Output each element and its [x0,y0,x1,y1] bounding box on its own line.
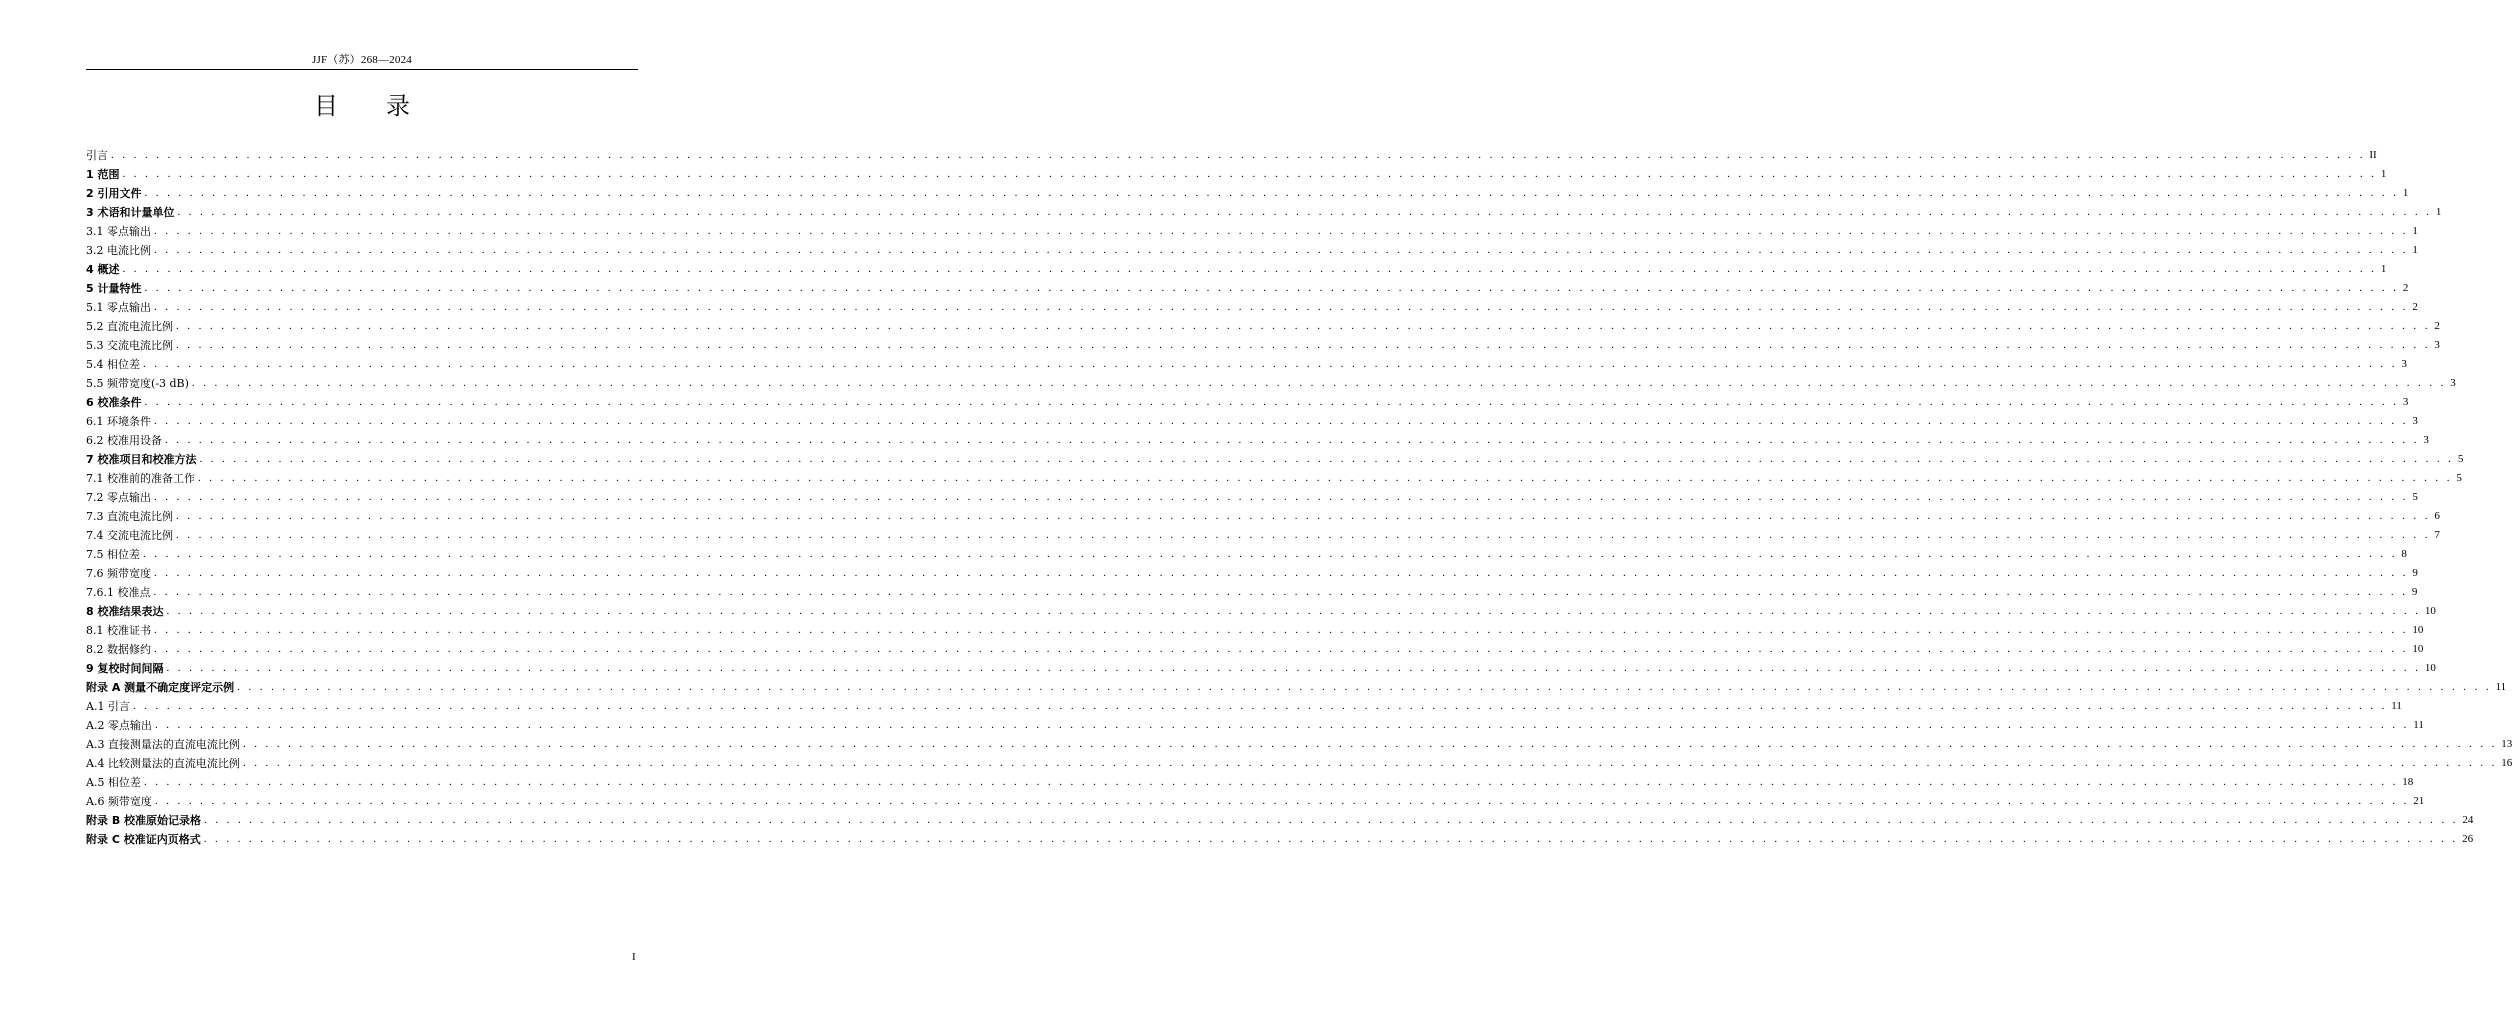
toc-entry-page: 3 [2402,395,2409,408]
toc-entry-page: 10 [2412,642,2424,655]
toc-dot-leader: . . . . . . . . . . . . . . . . . . . . . . . . . . . . . . . . . . . . . . . . . . . . . . . . . . . . . . . . . . . . . . . . . . . . . . . . . . . . . . . . . . . . . . . . . . . . . . . . . . . . . . . . . . . . . . . . . . . . . . . . . . . . . . . . . . . . . . . . . . . . . . . . . . . . . . . . . . . . . . . . . . . . . . . . . . . . . . . . . . . . . . . . . . . . . . . . . . . . . . . . [154,718,2410,731]
toc-entry-page: 1 [2412,224,2418,237]
page-title: 目录 [314,92,458,120]
toc-dot-leader: . . . . . . . . . . . . . . . . . . . . . . . . . . . . . . . . . . . . . . . . . . . . . . . . . . . . . . . . . . . . . . . . . . . . . . . . . . . . . . . . . . . . . . . . . . . . . . . . . . . . . . . . . . . . . . . . . . . . . . . . . . . . . . . . . . . . . . . . . . . . . . . . . . . . . . . . . . . . . . . . . . . . . . . . . . . . . . . . . . . . . . . . . . . . . . . . . . . . . . . . [122,262,2377,275]
toc-entry-page: 6 [2434,509,2440,522]
toc-entry[interactable] [86,354,2407,373]
toc-entry[interactable] [86,563,2418,582]
toc-entry[interactable] [86,183,2409,202]
toc-dot-leader: . . . . . . . . . . . . . . . . . . . . . . . . . . . . . . . . . . . . . . . . . . . . . . . . . . . . . . . . . . . . . . . . . . . . . . . . . . . . . . . . . . . . . . . . . . . . . . . . . . . . . . . . . . . . . . . . . . . . . . . . . . . . . . . . . . . . . . . . . . . . . . . . . . . . . . . . . . . . . . . . . . . . . . . . . . . . . . . . . . . . . . . . . . . . . . . . . . . . . . . . [198,471,2453,484]
toc-entry-title: 5.3 交流电流比例 [86,338,173,352]
toc-dot-leader: . . . . . . . . . . . . . . . . . . . . . . . . . . . . . . . . . . . . . . . . . . . . . . . . . . . . . . . . . . . . . . . . . . . . . . . . . . . . . . . . . . . . . . . . . . . . . . . . . . . . . . . . . . . . . . . . . . . . . . . . . . . . . . . . . . . . . . . . . . . . . . . . . . . . . . . . . . . . . . . . . . . . . . . . . . . . . . . . . . . . . . . . . . . . . . . . . . . . . . . . [242,756,2498,769]
toc-entry-page: 1 [2412,243,2418,256]
toc-dot-leader: . . . . . . . . . . . . . . . . . . . . . . . . . . . . . . . . . . . . . . . . . . . . . . . . . . . . . . . . . . . . . . . . . . . . . . . . . . . . . . . . . . . . . . . . . . . . . . . . . . . . . . . . . . . . . . . . . . . . . . . . . . . . . . . . . . . . . . . . . . . . . . . . . . . . . . . . . . . . . . . . . . . . . . . . . . . . . . . . . . . . . . . . . . . . . . . . . . . . . . . . [122,167,2377,180]
toc-entry[interactable] [86,411,2418,430]
toc-entry[interactable] [86,164,2387,183]
toc-entry-title: 6.2 校准用设备 [86,433,162,447]
toc-dot-leader: . . . . . . . . . . . . . . . . . . . . . . . . . . . . . . . . . . . . . . . . . . . . . . . . . . . . . . . . . . . . . . . . . . . . . . . . . . . . . . . . . . . . . . . . . . . . . . . . . . . . . . . . . . . . . . . . . . . . . . . . . . . . . . . . . . . . . . . . . . . . . . . . . . . . . . . . . . . . . . . . . . . . . . . . . . . . . . . . . . . . . . . . . . . . . . . . . . . . . . . . [143,775,2399,788]
toc-entry[interactable] [86,791,2425,810]
toc-entry-page: 10 [2424,604,2436,617]
toc-entry-title: 7.3 直流电流比例 [86,509,173,523]
toc-entry-title: A.5 相位差 [86,775,141,789]
toc-entry-title: 8.2 数据修约 [86,642,151,656]
header-rule [86,69,638,70]
toc-entry-page: 2 [2412,300,2418,313]
toc-entry-page: 5 [2456,471,2462,484]
toc-dot-leader: . . . . . . . . . . . . . . . . . . . . . . . . . . . . . . . . . . . . . . . . . . . . . . . . . . . . . . . . . . . . . . . . . . . . . . . . . . . . . . . . . . . . . . . . . . . . . . . . . . . . . . . . . . . . . . . . . . . . . . . . . . . . . . . . . . . . . . . . . . . . . . . . . . . . . . . . . . . . . . . . . . . . . . . . . . . . . . . . . . . . . . . . . . . . . . . . . . . . . . . . [237,680,2492,693]
toc-entry-title: 3.2 电流比例 [86,243,151,257]
toc-entry-title: 8.1 校准证书 [86,623,151,637]
toc-entry-title: 5 计量特性 [86,281,142,295]
toc-entry-title: 附录 B 校准原始记录格 [86,813,202,827]
toc-entry-page: 7 [2434,528,2440,541]
toc-entry[interactable] [86,696,2402,715]
toc-dot-leader: . . . . . . . . . . . . . . . . . . . . . . . . . . . . . . . . . . . . . . . . . . . . . . . . . . . . . . . . . . . . . . . . . . . . . . . . . . . . . . . . . . . . . . . . . . . . . . . . . . . . . . . . . . . . . . . . . . . . . . . . . . . . . . . . . . . . . . . . . . . . . . . . . . . . . . . . . . . . . . . . . . . . . . . . . . . . . . . . . . . . . . . . . . . . . . . . . . . . . . . . [242,737,2498,750]
toc-entry-title: 7.5 相位差 [86,547,140,561]
toc-dot-leader: . . . . . . . . . . . . . . . . . . . . . . . . . . . . . . . . . . . . . . . . . . . . . . . . . . . . . . . . . . . . . . . . . . . . . . . . . . . . . . . . . . . . . . . . . . . . . . . . . . . . . . . . . . . . . . . . . . . . . . . . . . . . . . . . . . . . . . . . . . . . . . . . . . . . . . . . . . . . . . . . . . . . . . . . . . . . . . . . . . . . . . . . . . . . . . . . . . . . . . . . [154,623,2409,636]
toc-dot-leader: . . . . . . . . . . . . . . . . . . . . . . . . . . . . . . . . . . . . . . . . . . . . . . . . . . . . . . . . . . . . . . . . . . . . . . . . . . . . . . . . . . . . . . . . . . . . . . . . . . . . . . . . . . . . . . . . . . . . . . . . . . . . . . . . . . . . . . . . . . . . . . . . . . . . . . . . . . . . . . . . . . . . . . . . . . . . . . . . . . . . . . . . . . . . . . . . . . . . . . . . [143,547,2398,560]
toc-entry[interactable] [86,582,2418,601]
toc-entry-title: 7.1 校准前的准备工作 [86,471,195,485]
toc-entry[interactable] [86,373,2456,392]
toc-entry-title: 5.5 频带宽度(-3 dB) [86,376,189,390]
toc-entry-page: 5 [2457,452,2464,465]
toc-entry[interactable] [86,734,2512,753]
toc-dot-leader: . . . . . . . . . . . . . . . . . . . . . . . . . . . . . . . . . . . . . . . . . . . . . . . . . . . . . . . . . . . . . . . . . . . . . . . . . . . . . . . . . . . . . . . . . . . . . . . . . . . . . . . . . . . . . . . . . . . . . . . . . . . . . . . . . . . . . . . . . . . . . . . . . . . . . . . . . . . . . . . . . . . . . . . . . . . . . . . . . . . . . . . . . . . . . . . . . . . . . . . . [204,813,2459,826]
toc-entry[interactable] [86,487,2418,506]
toc-dot-leader: . . . . . . . . . . . . . . . . . . . . . . . . . . . . . . . . . . . . . . . . . . . . . . . . . . . . . . . . . . . . . . . . . . . . . . . . . . . . . . . . . . . . . . . . . . . . . . . . . . . . . . . . . . . . . . . . . . . . . . . . . . . . . . . . . . . . . . . . . . . . . . . . . . . . . . . . . . . . . . . . . . . . . . . . . . . . . . . . . . . . . . . . . . . . . . . . . . . . . . . . [154,490,2409,503]
toc-entry[interactable] [86,240,2418,259]
toc-entry[interactable] [86,772,2414,791]
toc-entry-page: 13 [2501,737,2512,750]
toc-entry[interactable] [86,715,2424,734]
toc-dot-leader: . . . . . . . . . . . . . . . . . . . . . . . . . . . . . . . . . . . . . . . . . . . . . . . . . . . . . . . . . . . . . . . . . . . . . . . . . . . . . . . . . . . . . . . . . . . . . . . . . . . . . . . . . . . . . . . . . . . . . . . . . . . . . . . . . . . . . . . . . . . . . . . . . . . . . . . . . . . . . . . . . . . . . . . . . . . . . . . . . . . . . . . . . . . . . . . . . . . . . . . . [154,300,2409,313]
toc-dot-leader: . . . . . . . . . . . . . . . . . . . . . . . . . . . . . . . . . . . . . . . . . . . . . . . . . . . . . . . . . . . . . . . . . . . . . . . . . . . . . . . . . . . . . . . . . . . . . . . . . . . . . . . . . . . . . . . . . . . . . . . . . . . . . . . . . . . . . . . . . . . . . . . . . . . . . . . . . . . . . . . . . . . . . . . . . . . . . . . . . . . . . . . . . . . . . . . . . . . . . . . . [166,661,2421,674]
toc-entry[interactable] [86,297,2418,316]
toc-entry-page: 10 [2412,623,2424,636]
toc-entry[interactable] [86,753,2512,772]
toc-entry[interactable] [86,810,2474,829]
toc-entry-page: 2 [2434,319,2440,332]
toc-entry[interactable] [86,829,2474,848]
toc-entry-title: A.2 零点输出 [86,718,152,732]
toc-entry-page: II [2369,148,2377,161]
toc-entry-page: 3 [2401,357,2407,370]
toc-dot-leader: . . . . . . . . . . . . . . . . . . . . . . . . . . . . . . . . . . . . . . . . . . . . . . . . . . . . . . . . . . . . . . . . . . . . . . . . . . . . . . . . . . . . . . . . . . . . . . . . . . . . . . . . . . . . . . . . . . . . . . . . . . . . . . . . . . . . . . . . . . . . . . . . . . . . . . . . . . . . . . . . . . . . . . . . . . . . . . . . . . . . . . . . . . . . . . . . . . . . . . . . [154,794,2410,807]
toc-dot-leader: . . . . . . . . . . . . . . . . . . . . . . . . . . . . . . . . . . . . . . . . . . . . . . . . . . . . . . . . . . . . . . . . . . . . . . . . . . . . . . . . . . . . . . . . . . . . . . . . . . . . . . . . . . . . . . . . . . . . . . . . . . . . . . . . . . . . . . . . . . . . . . . . . . . . . . . . . . . . . . . . . . . . . . . . . . . . . . . . . . . . . . . . . . . . . . . . . . . . . . . . [144,281,2399,294]
toc-entry-page: 5 [2412,490,2418,503]
toc-dot-leader: . . . . . . . . . . . . . . . . . . . . . . . . . . . . . . . . . . . . . . . . . . . . . . . . . . . . . . . . . . . . . . . . . . . . . . . . . . . . . . . . . . . . . . . . . . . . . . . . . . . . . . . . . . . . . . . . . . . . . . . . . . . . . . . . . . . . . . . . . . . . . . . . . . . . . . . . . . . . . . . . . . . . . . . . . . . . . . . . . . . . . . . . . . . . . . . . . . . . . . . . [166,604,2421,617]
toc-dot-leader: . . . . . . . . . . . . . . . . . . . . . . . . . . . . . . . . . . . . . . . . . . . . . . . . . . . . . . . . . . . . . . . . . . . . . . . . . . . . . . . . . . . . . . . . . . . . . . . . . . . . . . . . . . . . . . . . . . . . . . . . . . . . . . . . . . . . . . . . . . . . . . . . . . . . . . . . . . . . . . . . . . . . . . . . . . . . . . . . . . . . . . . . . . . . . . . . . . . . . . . . [153,585,2408,598]
toc-entry-title: 6 校准条件 [86,395,142,409]
toc-entry-title: 5.1 零点输出 [86,300,151,314]
toc-entry-page: 1 [2435,205,2442,218]
toc-entry-page: 11 [2495,680,2507,693]
toc-dot-leader: . . . . . . . . . . . . . . . . . . . . . . . . . . . . . . . . . . . . . . . . . . . . . . . . . . . . . . . . . . . . . . . . . . . . . . . . . . . . . . . . . . . . . . . . . . . . . . . . . . . . . . . . . . . . . . . . . . . . . . . . . . . . . . . . . . . . . . . . . . . . . . . . . . . . . . . . . . . . . . . . . . . . . . . . . . . . . . . . . . . . . . . . . . . . . . . . . . . . . . . . [154,566,2409,579]
toc-dot-leader: . . . . . . . . . . . . . . . . . . . . . . . . . . . . . . . . . . . . . . . . . . . . . . . . . . . . . . . . . . . . . . . . . . . . . . . . . . . . . . . . . . . . . . . . . . . . . . . . . . . . . . . . . . . . . . . . . . . . . . . . . . . . . . . . . . . . . . . . . . . . . . . . . . . . . . . . . . . . . . . . . . . . . . . . . . . . . . . . . . . . . . . . . . . . . . . . . . . . . . . . [203,832,2459,845]
toc-entry-page: 2 [2402,281,2409,294]
toc-dot-leader: . . . . . . . . . . . . . . . . . . . . . . . . . . . . . . . . . . . . . . . . . . . . . . . . . . . . . . . . . . . . . . . . . . . . . . . . . . . . . . . . . . . . . . . . . . . . . . . . . . . . . . . . . . . . . . . . . . . . . . . . . . . . . . . . . . . . . . . . . . . . . . . . . . . . . . . . . . . . . . . . . . . . . . . . . . . . . . . . . . . . . . . . . . . . . . . . . . . . . . . . [176,528,2431,541]
toc-entry-page: 1 [2402,186,2409,199]
toc-entry-title: 7.2 零点输出 [86,490,151,504]
toc-dot-leader: . . . . . . . . . . . . . . . . . . . . . . . . . . . . . . . . . . . . . . . . . . . . . . . . . . . . . . . . . . . . . . . . . . . . . . . . . . . . . . . . . . . . . . . . . . . . . . . . . . . . . . . . . . . . . . . . . . . . . . . . . . . . . . . . . . . . . . . . . . . . . . . . . . . . . . . . . . . . . . . . . . . . . . . . . . . . . . . . . . . . . . . . . . . . . . . . . . . . . . . . [144,186,2399,199]
toc-entry-title: 附录 A 测量不确定度评定示例 [86,680,235,694]
toc-entry[interactable] [86,278,2409,297]
toc-dot-leader: . . . . . . . . . . . . . . . . . . . . . . . . . . . . . . . . . . . . . . . . . . . . . . . . . . . . . . . . . . . . . . . . . . . . . . . . . . . . . . . . . . . . . . . . . . . . . . . . . . . . . . . . . . . . . . . . . . . . . . . . . . . . . . . . . . . . . . . . . . . . . . . . . . . . . . . . . . . . . . . . . . . . . . . . . . . . . . . . . . . . . . . . . . . . . . . . . . . . . . . . [132,699,2388,712]
toc-entry-page: 16 [2501,756,2512,769]
table-of-contents [86,145,2512,848]
toc-entry-page: 9 [2412,566,2418,579]
toc-entry-page: 1 [2380,167,2387,180]
toc-entry-page: 11 [2391,699,2402,712]
toc-entry-title: 3 术语和计量单位 [86,205,175,219]
toc-dot-leader: . . . . . . . . . . . . . . . . . . . . . . . . . . . . . . . . . . . . . . . . . . . . . . . . . . . . . . . . . . . . . . . . . . . . . . . . . . . . . . . . . . . . . . . . . . . . . . . . . . . . . . . . . . . . . . . . . . . . . . . . . . . . . . . . . . . . . . . . . . . . . . . . . . . . . . . . . . . . . . . . . . . . . . . . . . . . . . . . . . . . . . . . . . . . . . . . . . . . . . . . [165,433,2420,446]
toc-entry-title: 7.4 交流电流比例 [86,528,173,542]
toc-entry-title: 5.4 相位差 [86,357,140,371]
toc-dot-leader: . . . . . . . . . . . . . . . . . . . . . . . . . . . . . . . . . . . . . . . . . . . . . . . . . . . . . . . . . . . . . . . . . . . . . . . . . . . . . . . . . . . . . . . . . . . . . . . . . . . . . . . . . . . . . . . . . . . . . . . . . . . . . . . . . . . . . . . . . . . . . . . . . . . . . . . . . . . . . . . . . . . . . . . . . . . . . . . . . . . . . . . . . . . . . . . . . . . . . . . . [154,414,2409,427]
toc-entry[interactable] [86,335,2440,354]
toc-entry-page: 24 [2462,813,2474,826]
toc-entry[interactable] [86,658,2436,677]
toc-entry-page: 3 [2412,414,2418,427]
toc-entry-page: 3 [2423,433,2429,446]
toc-entry-title: 附录 C 校准证内页格式 [86,832,201,846]
toc-entry-title: 5.2 直流电流比例 [86,319,173,333]
toc-entry[interactable] [86,202,2442,221]
toc-dot-leader: . . . . . . . . . . . . . . . . . . . . . . . . . . . . . . . . . . . . . . . . . . . . . . . . . . . . . . . . . . . . . . . . . . . . . . . . . . . . . . . . . . . . . . . . . . . . . . . . . . . . . . . . . . . . . . . . . . . . . . . . . . . . . . . . . . . . . . . . . . . . . . . . . . . . . . . . . . . . . . . . . . . . . . . . . . . . . . . . . . . . . . . . . . . . . . . . . . . . . . . . [154,642,2409,655]
toc-entry-title: 7.6.1 校准点 [86,585,151,599]
toc-dot-leader: . . . . . . . . . . . . . . . . . . . . . . . . . . . . . . . . . . . . . . . . . . . . . . . . . . . . . . . . . . . . . . . . . . . . . . . . . . . . . . . . . . . . . . . . . . . . . . . . . . . . . . . . . . . . . . . . . . . . . . . . . . . . . . . . . . . . . . . . . . . . . . . . . . . . . . . . . . . . . . . . . . . . . . . . . . . . . . . . . . . . . . . . . . . . . . . . . . . . . . . . [191,376,2447,389]
toc-entry-title: A.6 频带宽度 [86,794,152,808]
document-code-header: JJF（苏）268—2024 [312,54,412,66]
toc-dot-leader: . . . . . . . . . . . . . . . . . . . . . . . . . . . . . . . . . . . . . . . . . . . . . . . . . . . . . . . . . . . . . . . . . . . . . . . . . . . . . . . . . . . . . . . . . . . . . . . . . . . . . . . . . . . . . . . . . . . . . . . . . . . . . . . . . . . . . . . . . . . . . . . . . . . . . . . . . . . . . . . . . . . . . . . . . . . . . . . . . . . . . . . . . . . . . . . . . . . . . . . . [199,452,2454,465]
toc-entry[interactable] [86,506,2440,525]
toc-entry[interactable] [86,544,2407,563]
toc-entry[interactable] [86,639,2424,658]
toc-entry[interactable] [86,601,2436,620]
toc-dot-leader: . . . . . . . . . . . . . . . . . . . . . . . . . . . . . . . . . . . . . . . . . . . . . . . . . . . . . . . . . . . . . . . . . . . . . . . . . . . . . . . . . . . . . . . . . . . . . . . . . . . . . . . . . . . . . . . . . . . . . . . . . . . . . . . . . . . . . . . . . . . . . . . . . . . . . . . . . . . . . . . . . . . . . . . . . . . . . . . . . . . . . . . . . . . . . . . . . . . . . . . . [144,395,2399,408]
toc-entry-title: A.1 引言 [86,699,130,713]
toc-entry-page: 8 [2401,547,2407,560]
toc-entry[interactable] [86,145,2377,164]
toc-entry[interactable] [86,392,2409,411]
footer-page-number: I [632,951,636,963]
toc-dot-leader: . . . . . . . . . . . . . . . . . . . . . . . . . . . . . . . . . . . . . . . . . . . . . . . . . . . . . . . . . . . . . . . . . . . . . . . . . . . . . . . . . . . . . . . . . . . . . . . . . . . . . . . . . . . . . . . . . . . . . . . . . . . . . . . . . . . . . . . . . . . . . . . . . . . . . . . . . . . . . . . . . . . . . . . . . . . . . . . . . . . . . . . . . . . . . . . . . . . . . . . . [176,338,2431,351]
toc-entry[interactable] [86,620,2424,639]
toc-entry-title: 4 概述 [86,262,120,276]
toc-entry-title: A.4 比较测量法的直流电流比例 [86,756,240,770]
toc-entry-title: 9 复校时间间隔 [86,661,164,675]
toc-dot-leader: . . . . . . . . . . . . . . . . . . . . . . . . . . . . . . . . . . . . . . . . . . . . . . . . . . . . . . . . . . . . . . . . . . . . . . . . . . . . . . . . . . . . . . . . . . . . . . . . . . . . . . . . . . . . . . . . . . . . . . . . . . . . . . . . . . . . . . . . . . . . . . . . . . . . . . . . . . . . . . . . . . . . . . . . . . . . . . . . . . . . . . . . . . . . . . . . . . . . . . . . [177,205,2432,218]
toc-entry-page: 21 [2413,794,2425,807]
toc-entry-page: 18 [2402,775,2414,788]
toc-entry[interactable] [86,449,2464,468]
toc-entry[interactable] [86,430,2429,449]
toc-entry[interactable] [86,468,2462,487]
toc-entry-title: A.3 直接测量法的直流电流比例 [86,737,240,751]
toc-entry-page: 3 [2450,376,2456,389]
toc-entry-page: 26 [2462,832,2474,845]
toc-entry-title: 1 范围 [86,167,120,181]
toc-entry-page: 11 [2413,718,2424,731]
toc-entry-title: 7 校准项目和校准方法 [86,452,197,466]
toc-dot-leader: . . . . . . . . . . . . . . . . . . . . . . . . . . . . . . . . . . . . . . . . . . . . . . . . . . . . . . . . . . . . . . . . . . . . . . . . . . . . . . . . . . . . . . . . . . . . . . . . . . . . . . . . . . . . . . . . . . . . . . . . . . . . . . . . . . . . . . . . . . . . . . . . . . . . . . . . . . . . . . . . . . . . . . . . . . . . . . . . . . . . . . . . . . . . . . . . . . . . . . . . [176,319,2431,332]
toc-entry-page: 10 [2424,661,2436,674]
toc-entry-title: 8 校准结果表达 [86,604,164,618]
toc-dot-leader: . . . . . . . . . . . . . . . . . . . . . . . . . . . . . . . . . . . . . . . . . . . . . . . . . . . . . . . . . . . . . . . . . . . . . . . . . . . . . . . . . . . . . . . . . . . . . . . . . . . . . . . . . . . . . . . . . . . . . . . . . . . . . . . . . . . . . . . . . . . . . . . . . . . . . . . . . . . . . . . . . . . . . . . . . . . . . . . . . . . . . . . . . . . . . . . . . . . . . . . . [111,148,2366,161]
toc-entry-title: 3.1 零点输出 [86,224,151,238]
toc-entry[interactable] [86,259,2387,278]
toc-entry-title: 7.6 频带宽度 [86,566,151,580]
toc-entry-title: 引言 [86,148,108,162]
toc-dot-leader: . . . . . . . . . . . . . . . . . . . . . . . . . . . . . . . . . . . . . . . . . . . . . . . . . . . . . . . . . . . . . . . . . . . . . . . . . . . . . . . . . . . . . . . . . . . . . . . . . . . . . . . . . . . . . . . . . . . . . . . . . . . . . . . . . . . . . . . . . . . . . . . . . . . . . . . . . . . . . . . . . . . . . . . . . . . . . . . . . . . . . . . . . . . . . . . . . . . . . . . . [154,243,2409,256]
toc-entry[interactable] [86,221,2418,240]
toc-dot-leader: . . . . . . . . . . . . . . . . . . . . . . . . . . . . . . . . . . . . . . . . . . . . . . . . . . . . . . . . . . . . . . . . . . . . . . . . . . . . . . . . . . . . . . . . . . . . . . . . . . . . . . . . . . . . . . . . . . . . . . . . . . . . . . . . . . . . . . . . . . . . . . . . . . . . . . . . . . . . . . . . . . . . . . . . . . . . . . . . . . . . . . . . . . . . . . . . . . . . . . . . [143,357,2398,370]
toc-entry[interactable] [86,316,2440,335]
toc-entry-title: 2 引用文件 [86,186,142,200]
toc-entry[interactable] [86,677,2507,696]
toc-entry-page: 1 [2380,262,2387,275]
toc-dot-leader: . . . . . . . . . . . . . . . . . . . . . . . . . . . . . . . . . . . . . . . . . . . . . . . . . . . . . . . . . . . . . . . . . . . . . . . . . . . . . . . . . . . . . . . . . . . . . . . . . . . . . . . . . . . . . . . . . . . . . . . . . . . . . . . . . . . . . . . . . . . . . . . . . . . . . . . . . . . . . . . . . . . . . . . . . . . . . . . . . . . . . . . . . . . . . . . . . . . . . . . . [176,509,2431,522]
toc-entry-page: 3 [2434,338,2440,351]
toc-entry-title: 6.1 环境条件 [86,414,151,428]
toc-entry-page: 9 [2411,585,2418,598]
toc-entry[interactable] [86,525,2440,544]
toc-dot-leader: . . . . . . . . . . . . . . . . . . . . . . . . . . . . . . . . . . . . . . . . . . . . . . . . . . . . . . . . . . . . . . . . . . . . . . . . . . . . . . . . . . . . . . . . . . . . . . . . . . . . . . . . . . . . . . . . . . . . . . . . . . . . . . . . . . . . . . . . . . . . . . . . . . . . . . . . . . . . . . . . . . . . . . . . . . . . . . . . . . . . . . . . . . . . . . . . . . . . . . . . [154,224,2409,237]
